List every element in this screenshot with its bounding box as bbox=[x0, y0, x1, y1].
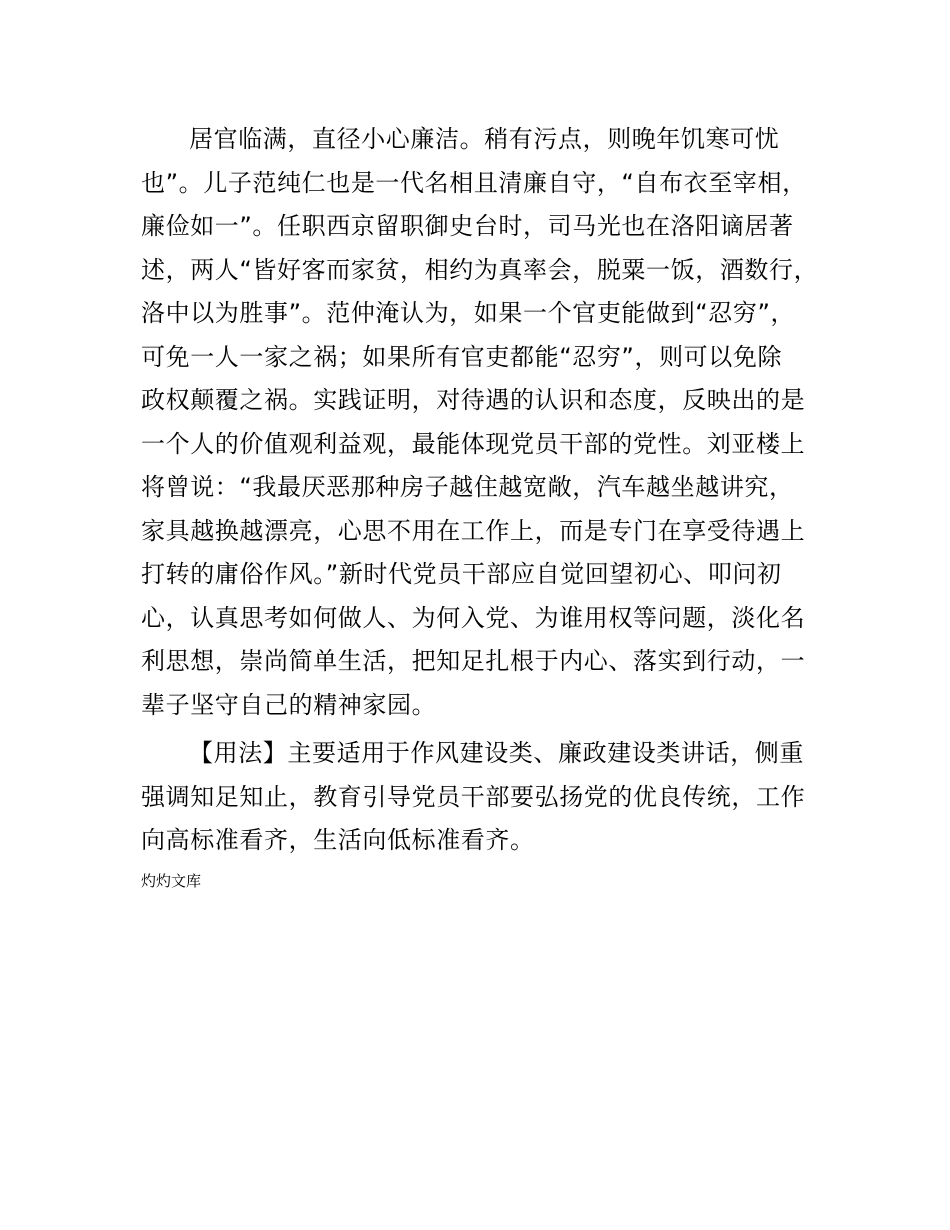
paragraph-line: 述，两人“皆好客而家贫，相约为真率会，脱粟一饭，酒数行， bbox=[141, 255, 819, 284]
paragraph-line: 一个人的价值观利益观，最能体现党员干部的党性。刘亚楼上 bbox=[141, 429, 806, 458]
paragraph-line: 也”。儿子范纯仁也是一代名相且清廉自守，“自布衣至宰相， bbox=[141, 168, 807, 197]
paragraph-line: 利思想，崇尚简单生活，把知足扎根于内心、落实到行动，一 bbox=[141, 647, 806, 675]
paragraph-line: 洛中以为胜事”。范仲淹认为，如果一个官吏能做到“忍穷”， bbox=[141, 299, 796, 327]
paragraph-line: 可免一人一家之祸；如果所有官吏都能“忍穷”，则可以免除 bbox=[141, 342, 783, 371]
paragraph-line: 家具越换越漂亮，心思不用在工作上，而是专门在享受待遇上 bbox=[141, 516, 806, 545]
paragraph-line: 【用法】主要适用于作风建设类、廉政建设类讲话，侧重 bbox=[189, 739, 804, 767]
paragraph-line: 政权颠覆之祸。实践证明，对待遇的认识和态度，反映出的是 bbox=[141, 386, 806, 414]
paragraph-line: 向高标准看齐，生活向低标准看齐。 bbox=[141, 826, 535, 854]
usage-paragraph bbox=[141, 732, 841, 863]
source-footer: 灼灼文库 bbox=[141, 872, 202, 890]
body-paragraph bbox=[141, 118, 841, 727]
paragraph-line: 居官临满，直径小心廉洁。稍有污点，则晚年饥寒可忧 bbox=[189, 125, 780, 153]
paragraph-line: 廉俭如一”。任职西京留职御史台时，司马光也在洛阳谪居著 bbox=[141, 212, 794, 240]
paragraph-line: 心，认真思考如何做人、为何入党、为谁用权等问题，淡化名 bbox=[141, 603, 806, 632]
paragraph-line: 强调知足知止，教育引导党员干部要弘扬党的优良传统，工作 bbox=[141, 782, 806, 811]
paragraph-line: 将曾说：“我最厌恶那种房子越住越宽敞，汽车越坐越讲究， bbox=[141, 473, 794, 501]
paragraph-line: 打转的庸俗作风。”新时代党员干部应自觉回望初心、叩问初 bbox=[141, 560, 782, 588]
paragraph-line: 辈子坚守自己的精神家园。 bbox=[141, 690, 437, 719]
